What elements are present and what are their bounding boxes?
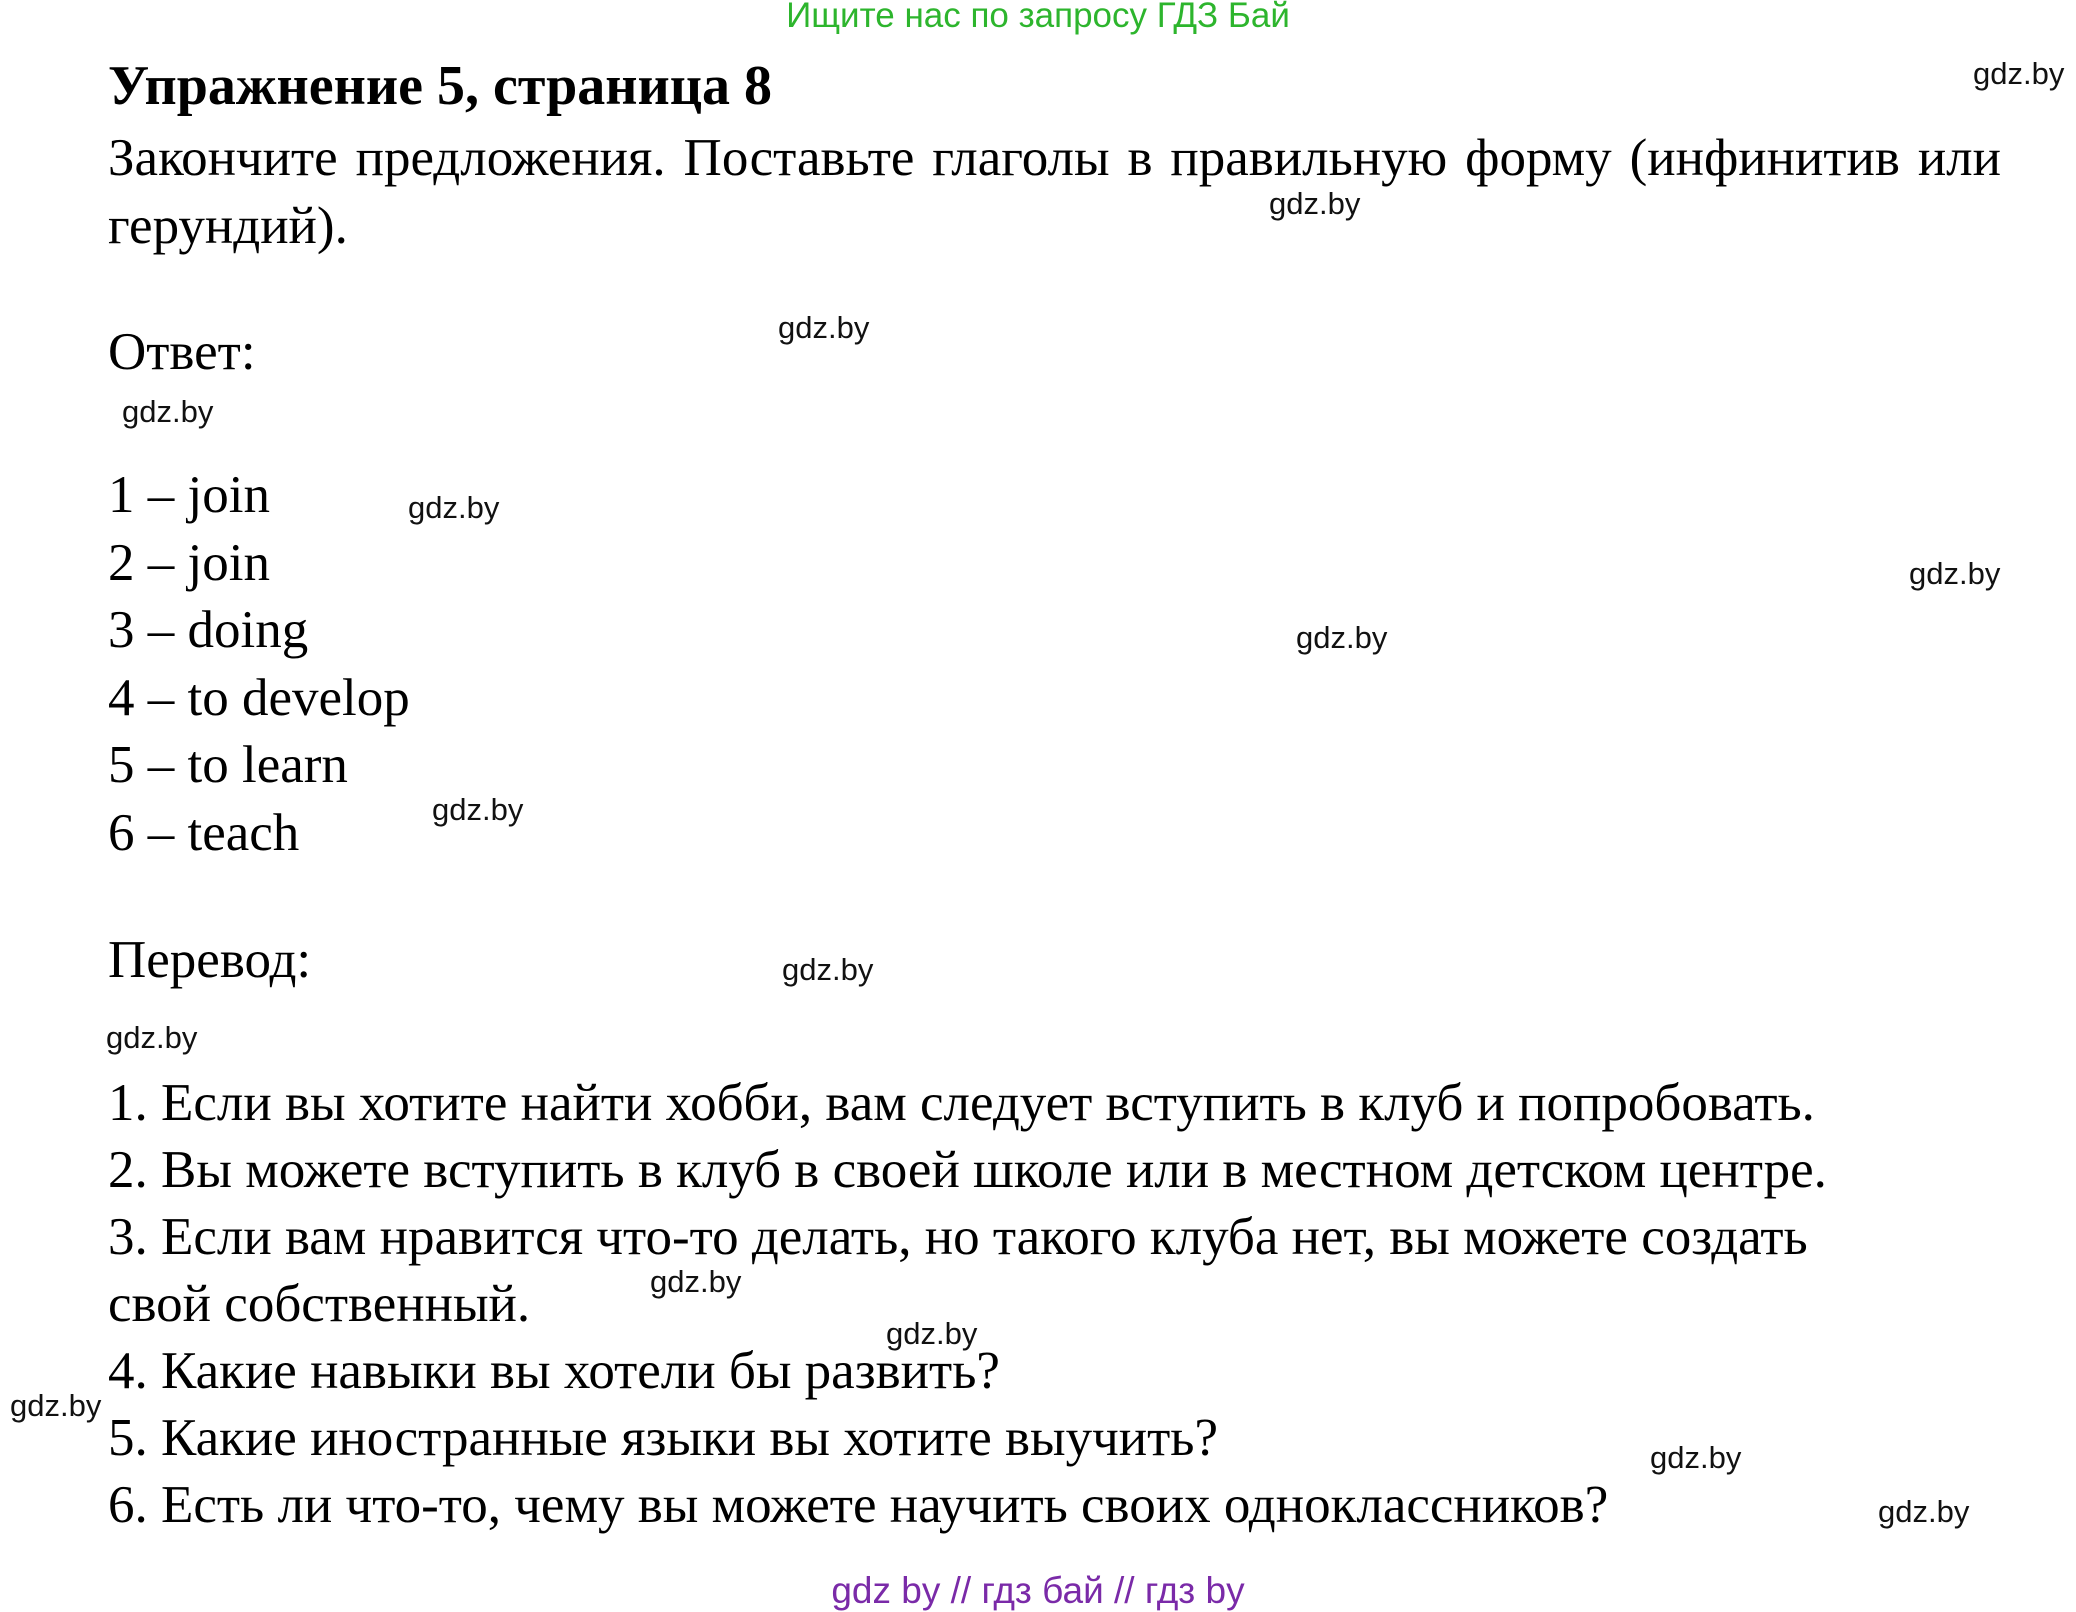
watermark: gdz.by [1650,1440,1742,1475]
answer-item: 4 – to develop [108,668,410,727]
answer-list [108,462,410,867]
translation-line: 1. Если вы хотите найти хобби, вам следует вступить в клуб и попробовать. [108,1074,1815,1132]
answer-item: 6 – teach [108,803,300,862]
answer-item: 5 – to learn [108,736,348,794]
translation-line: 5. Какие иностранные языки вы хотите выучить? [108,1409,1218,1467]
watermark: gdz.by [1269,186,1361,221]
watermark: gdz.by [1296,620,1388,655]
watermark: gdz.by [782,952,874,987]
watermark: gdz.by [1909,556,2001,591]
translation-line: 4. Какие навыки вы хотели бы развить? [108,1342,1000,1400]
answer-label: Ответ: [108,323,256,381]
watermark: gdz.by [122,394,214,429]
instruction-text: Закончите предложения. Поставьте глаголы в правильную форму (инфинитив или герундий). [108,129,2001,255]
watermark: gdz.by [408,490,500,525]
translation-line: 6. Есть ли что-то, чему вы можете научить своих одноклассников? [108,1476,1609,1534]
translation-list [108,1070,1827,1539]
translation-line: свой собственный. [108,1275,531,1333]
watermark: gdz.by [1973,56,2065,91]
watermark: gdz.by [886,1316,978,1351]
top-banner: Ищите нас по запросу ГДЗ Бай [786,0,1290,35]
footer-links: gdz by // гдз бай // гдз by [831,1570,1245,1611]
exercise-title: Упражнение 5, страница 8 [108,55,773,117]
watermark: gdz.by [650,1264,742,1299]
answer-item: 2 – join [108,533,270,592]
watermark: gdz.by [1878,1494,1970,1529]
translation-line: 2. Вы можете вступить в клуб в своей школе или в местном детском центре. [108,1141,1827,1199]
answer-item: 3 – doing [108,601,309,659]
watermark: gdz.by [10,1388,102,1423]
watermark: gdz.by [778,310,870,345]
answer-item: 1 – join [108,466,270,524]
translation-label: Перевод: [108,931,312,989]
translation-line: 3. Если вам нравится что-то делать, но такого клуба нет, вы можете создать [108,1208,1808,1266]
watermark: gdz.by [106,1020,198,1055]
watermark: gdz.by [432,792,524,827]
